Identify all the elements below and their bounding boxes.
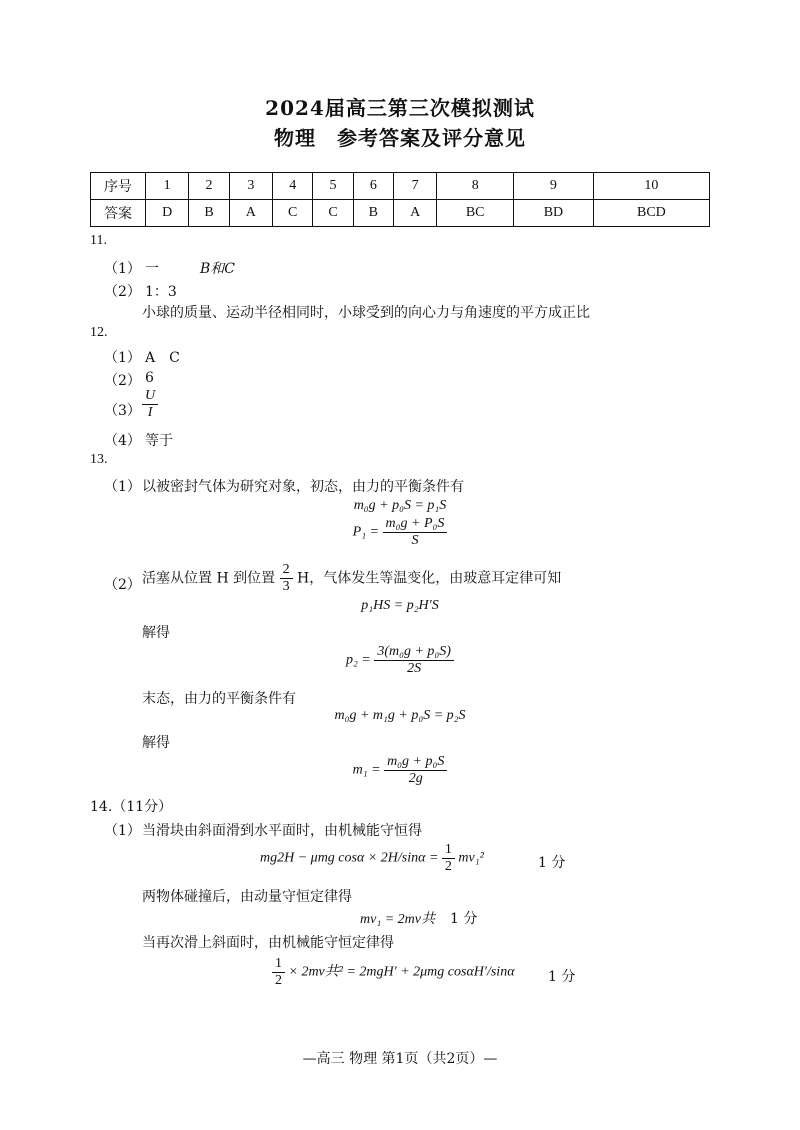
table-row-numbers bbox=[91, 173, 710, 200]
fraction-denominator: 2S bbox=[407, 661, 422, 676]
fraction-denominator: S bbox=[411, 533, 419, 548]
q14-score-1: 1 分 bbox=[538, 855, 566, 871]
equation-lhs: mg2H − μmg cosα × 2H/sinα = bbox=[260, 850, 439, 866]
fraction-numerator: 2 bbox=[280, 562, 293, 579]
q14-equation-3 bbox=[272, 956, 515, 989]
q14-number: 14.（11分） bbox=[90, 799, 173, 815]
answer-table bbox=[90, 172, 710, 227]
table-cell: D bbox=[146, 200, 189, 227]
table-cell: 1 bbox=[146, 173, 189, 200]
equation-lhs: p₂ = bbox=[346, 652, 371, 668]
q12-part4-answer: 等于 bbox=[145, 433, 173, 449]
fraction-denominator: 2 bbox=[444, 859, 452, 874]
q13-solve-1: 解得 bbox=[142, 625, 170, 641]
fraction-denominator: 2g bbox=[408, 771, 423, 786]
q13-equation-4 bbox=[300, 644, 500, 677]
equation-lhs: m₁ = bbox=[352, 762, 381, 778]
fraction-numerator: U bbox=[142, 388, 158, 405]
table-cell: 10 bbox=[593, 173, 709, 200]
q12-part2-answer: 6 bbox=[145, 370, 154, 386]
q11-part2-ratio: 1：3 bbox=[145, 284, 177, 300]
table-row-answers bbox=[91, 200, 710, 227]
table-cell: BD bbox=[514, 200, 594, 227]
fraction-denominator: 3 bbox=[282, 579, 290, 594]
q12-number: 12. bbox=[90, 325, 108, 340]
table-cell: BC bbox=[437, 200, 514, 227]
fraction-denominator: I bbox=[147, 405, 153, 420]
text-segment: 活塞从位置 H 到位置 bbox=[142, 570, 276, 587]
q14-text-2: 两物体碰撞后，由动量守恒定律得 bbox=[142, 889, 352, 905]
q11-number: 11. bbox=[90, 233, 107, 248]
table-cell: 9 bbox=[514, 173, 594, 200]
table-cell: B bbox=[189, 200, 229, 227]
fraction-denominator: 2 bbox=[275, 973, 282, 988]
page-title: 2024届高三第三次模拟测试 bbox=[265, 96, 535, 120]
q13-equation-5: m₀g + m₁g + p₀S = p₂S bbox=[334, 708, 466, 723]
q13-part2-text bbox=[142, 562, 561, 595]
table-cell: 4 bbox=[273, 173, 313, 200]
table-cell: 6 bbox=[353, 173, 393, 200]
q13-part2-label: （2） bbox=[104, 577, 141, 593]
table-cell: A bbox=[229, 200, 272, 227]
page-footer: —高三 物理 第1页（共2页）— bbox=[302, 1051, 498, 1067]
q13-final-state-text: 末态，由力的平衡条件有 bbox=[142, 691, 296, 707]
table-cell: 8 bbox=[437, 173, 514, 200]
q12-part2-label: （2） bbox=[104, 373, 141, 389]
table-cell: 5 bbox=[313, 173, 353, 200]
q11-part1-label: （1） bbox=[104, 261, 141, 277]
q12-part1-answer: A C bbox=[145, 350, 180, 366]
q14-score-2: 1 分 bbox=[450, 911, 478, 927]
equation-rhs: mv₁² bbox=[458, 850, 484, 866]
q13-equation-1: m₀g + p₀S = p₁S bbox=[353, 498, 447, 513]
fraction-numerator: 1 bbox=[442, 842, 455, 859]
q13-number: 13. bbox=[90, 452, 108, 467]
fraction-numerator: 3(m₀g + p₀S) bbox=[374, 644, 454, 661]
table-cell: 7 bbox=[393, 173, 436, 200]
fraction-numerator: 1 bbox=[272, 956, 285, 973]
q12-part3-label: （3） bbox=[104, 403, 141, 419]
q11-part1-answer: 一 bbox=[145, 261, 159, 277]
table-cell: BCD bbox=[593, 200, 709, 227]
q12-part3-fraction bbox=[142, 388, 158, 421]
q13-solve-2: 解得 bbox=[142, 735, 170, 751]
page-subtitle: 物理 参考答案及评分意见 bbox=[274, 126, 526, 150]
equation-rhs: × 2mv共² = 2mgH′ + 2μmg cosαH′/sinα bbox=[288, 964, 515, 980]
q13-part1-label: （1） bbox=[104, 479, 141, 495]
table-cell: A bbox=[393, 200, 436, 227]
table-cell: 3 bbox=[229, 173, 272, 200]
equation-lhs: P₁ = bbox=[352, 524, 380, 540]
table-cell: C bbox=[273, 200, 313, 227]
q12-part1-label: （1） bbox=[104, 350, 141, 366]
q11-part2-text: 小球的质量、运动半径相同时，小球受到的向心力与角速度的平方成正比 bbox=[142, 305, 590, 321]
q14-equation-1 bbox=[260, 842, 484, 875]
table-cell: 2 bbox=[189, 173, 229, 200]
q13-equation-3: p₁HS = p₂H′S bbox=[361, 598, 439, 613]
q14-equation-2: mv₁ = 2mv共 bbox=[360, 912, 435, 927]
text-segment: H，气体发生等温变化，由玻意耳定律可知 bbox=[297, 570, 562, 587]
fraction-numerator: m₀g + p₀S bbox=[384, 754, 447, 771]
table-cell: C bbox=[313, 200, 353, 227]
q13-equation-6 bbox=[300, 754, 500, 787]
table-header-cell: 答案 bbox=[91, 200, 146, 227]
q11-part2-label: （2） bbox=[104, 284, 141, 300]
q13-equation-2 bbox=[300, 516, 500, 549]
table-cell: B bbox=[353, 200, 393, 227]
q14-part1-label: （1） bbox=[104, 823, 141, 839]
q14-text-3: 当再次滑上斜面时，由机械能守恒定律得 bbox=[142, 935, 394, 951]
q13-part1-text: 以被密封气体为研究对象，初态，由力的平衡条件有 bbox=[142, 479, 464, 495]
fraction-numerator: m₀g + P₀S bbox=[383, 516, 448, 533]
q14-score-3: 1 分 bbox=[548, 969, 576, 985]
table-header-cell: 序号 bbox=[91, 173, 146, 200]
q14-part1-text: 当滑块由斜面滑到水平面时，由机械能守恒得 bbox=[142, 823, 422, 839]
q12-part4-label: （4） bbox=[104, 433, 141, 449]
q11-part1-answer-b: B和C bbox=[200, 261, 235, 277]
